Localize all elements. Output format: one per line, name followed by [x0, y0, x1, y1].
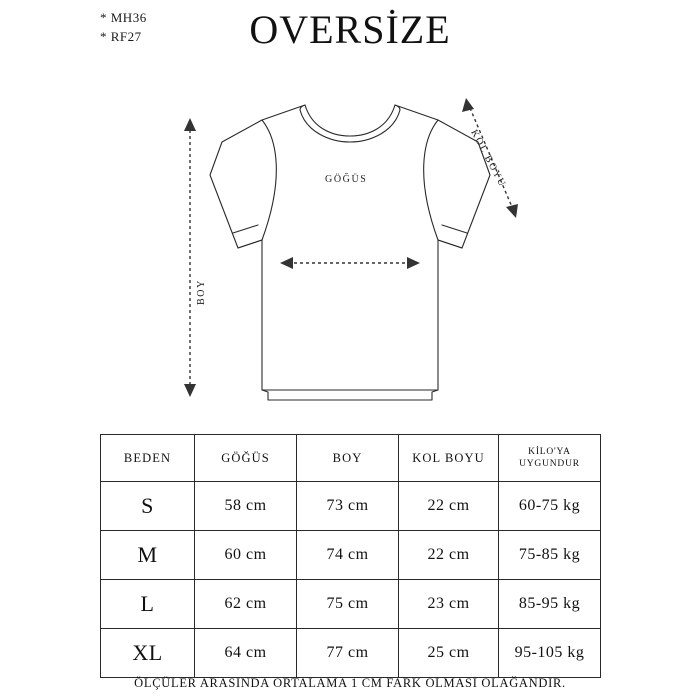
- cell-chest: 64 cm: [195, 629, 297, 678]
- sleeve-label: KOL BOYU: [468, 128, 508, 190]
- footnote: ÖLÇÜLER ARASINDA ORTALAMA 1 CM FARK OLMASI OLAĞANDIR.: [134, 676, 566, 690]
- header-size: BEDEN: [101, 435, 195, 482]
- cell-length: 73 cm: [297, 482, 399, 531]
- cell-weight: 60-75 kg: [499, 482, 601, 531]
- header-weight-line1: KİLO'YA: [528, 447, 571, 457]
- tshirt-illustration: [0, 70, 700, 420]
- length-label: BOY: [196, 279, 207, 305]
- cell-weight: 85-95 kg: [499, 580, 601, 629]
- cell-length: 75 cm: [297, 580, 399, 629]
- header-weight-line2: UYGUNDUR: [519, 459, 580, 469]
- size-table-container: [100, 434, 600, 678]
- size-table: [100, 434, 601, 678]
- page-title: OVERSİZE: [249, 7, 451, 52]
- table-row: [101, 580, 601, 629]
- table-header-row: [101, 435, 601, 482]
- cell-weight: 75-85 kg: [499, 531, 601, 580]
- cell-length: 77 cm: [297, 629, 399, 678]
- cell-size: XL: [101, 629, 195, 678]
- cell-sleeve: 22 cm: [399, 531, 499, 580]
- table-row: [101, 531, 601, 580]
- chest-label: GÖĞÜS: [325, 174, 368, 185]
- cell-size: L: [101, 580, 195, 629]
- header-sleeve: KOL BOYU: [399, 435, 499, 482]
- cell-chest: 62 cm: [195, 580, 297, 629]
- table-row: [101, 482, 601, 531]
- table-row: [101, 629, 601, 678]
- cell-sleeve: 22 cm: [399, 482, 499, 531]
- cell-weight: 95-105 kg: [499, 629, 601, 678]
- size-diagram: [0, 70, 700, 420]
- cell-sleeve: 23 cm: [399, 580, 499, 629]
- cell-sleeve: 25 cm: [399, 629, 499, 678]
- cell-chest: 58 cm: [195, 482, 297, 531]
- header-chest: GÖĞÜS: [195, 435, 297, 482]
- measure-arrowheads: [184, 98, 518, 397]
- cell-length: 74 cm: [297, 531, 399, 580]
- product-code-2: * RF27: [100, 29, 142, 44]
- header-length: BOY: [297, 435, 399, 482]
- cell-size: S: [101, 482, 195, 531]
- cell-chest: 60 cm: [195, 531, 297, 580]
- cell-size: M: [101, 531, 195, 580]
- product-code-1: * MH36: [100, 10, 147, 25]
- header-weight: [499, 435, 601, 482]
